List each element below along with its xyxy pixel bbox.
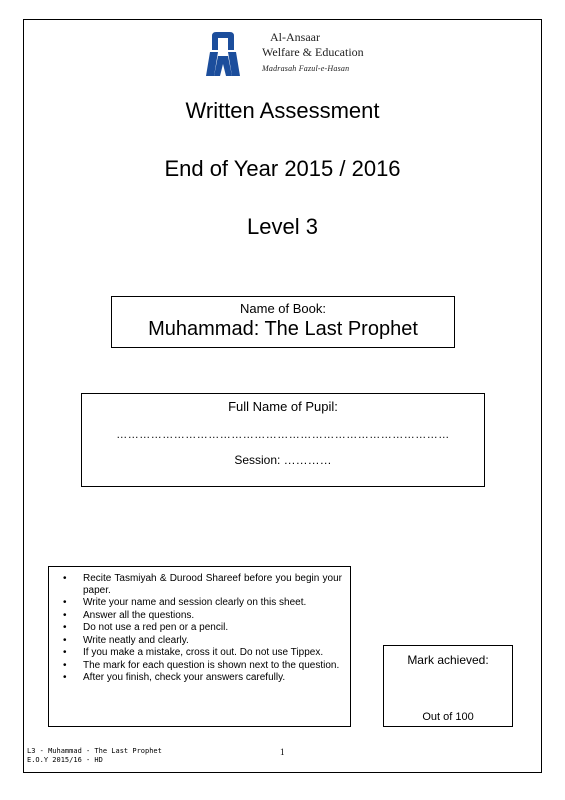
instructions-list — [59, 573, 342, 684]
assessment-title: Written Assessment — [185, 98, 380, 123]
book-title: Muhammad: The Last Prophet — [148, 318, 418, 340]
logo-subtitle: Welfare & Education — [262, 45, 364, 59]
logo-tagline: Madrasah Fazul-e-Hasan — [262, 64, 350, 73]
instruction-item: • Recite Tasmiyah & Durood Shareef before you begin your paper. — [59, 573, 342, 596]
instruction-item: • Write your name and session clearly on this sheet. — [59, 597, 342, 609]
session-field[interactable]: Session: ………… — [234, 453, 332, 467]
mark-achieved-label: Mark achieved: — [407, 653, 489, 667]
book-name-box — [111, 296, 455, 348]
pupil-name-field[interactable]: …………………………………………………………………………… — [116, 429, 450, 441]
pupil-details-box — [81, 393, 485, 487]
page-number: 1 — [280, 747, 285, 757]
mark-box — [383, 645, 513, 727]
instruction-item: • Write neatly and clearly. — [59, 635, 342, 647]
footer-line-2: E.O.Y 2015/16 - HD — [27, 756, 103, 764]
mark-out-of: Out of 100 — [422, 711, 474, 723]
pupil-name-label: Full Name of Pupil: — [228, 399, 338, 414]
book-name-label: Name of Book: — [240, 301, 326, 316]
assessment-year: End of Year 2015 / 2016 — [164, 156, 401, 181]
logo-emblem-icon — [204, 32, 242, 76]
instructions-box — [48, 566, 351, 727]
footer-info — [27, 747, 162, 765]
instruction-item: • Answer all the questions. — [59, 610, 342, 622]
logo-name: Al-Ansaar — [270, 30, 320, 44]
instruction-item: • The mark for each question is shown next to the question. — [59, 660, 342, 672]
footer-line-1: L3 - Muhammad - The Last Prophet — [27, 747, 162, 755]
instruction-item: • After you finish, check your answers carefully. — [59, 672, 342, 684]
logo-text — [262, 30, 364, 76]
assessment-level: Level 3 — [247, 214, 318, 239]
organisation-logo — [204, 30, 369, 82]
instruction-item: • If you make a mistake, cross it out. Do not use Tippex. — [59, 647, 342, 659]
instruction-item: • Do not use a red pen or a pencil. — [59, 622, 342, 634]
